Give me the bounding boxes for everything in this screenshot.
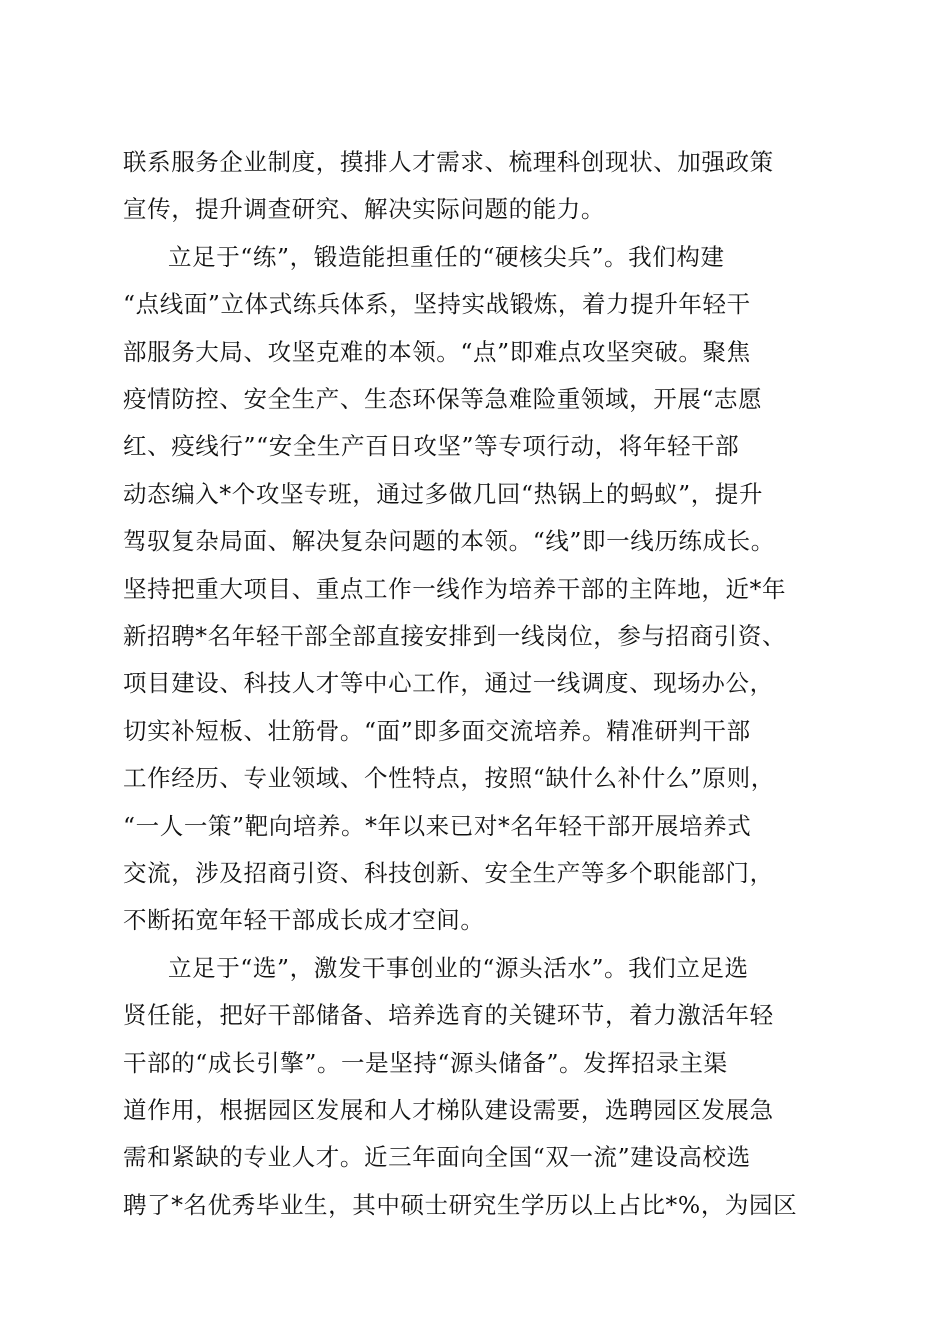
- text-line: 需和紧缺的专业人才。近三年面向全国“双一流”建设高校选: [123, 1143, 751, 1171]
- text-line: 贤任能，把好干部储备、培养选育的关键环节，着力激活年轻: [123, 1001, 774, 1029]
- text-line: 聘了*名优秀毕业生，其中硕士研究生学历以上占比*%，为园区: [123, 1191, 798, 1219]
- text-line: 干部的“成长引擎”。一是坚持“源头储备”。发挥招录主渠: [123, 1049, 728, 1077]
- text-line: 疫情防控、安全生产、生态环保等急难险重领域，开展“志愿: [123, 385, 763, 413]
- text-line: 红、疫线行”“安全生产百日攻坚”等专项行动，将年轻干部: [123, 432, 740, 460]
- text-line: 部服务大局、攻坚克难的本领。“点”即难点攻坚突破。聚焦: [123, 338, 751, 366]
- paragraph-start-line: 立足于“练”，锻造能担重任的“硬核尖兵”。我们构建: [168, 243, 725, 271]
- text-line: 不断拓宽年轻干部成长成才空间。: [123, 906, 485, 934]
- text-line: 宣传，提升调查研究、解决实际问题的能力。: [123, 195, 605, 223]
- text-line: 动态编入*个攻坚专班，通过多做几回“热锅上的蚂蚁”，提升: [123, 480, 764, 508]
- text-line: 联系服务企业制度，摸排人才需求、梳理科创现状、加强政策: [123, 148, 774, 176]
- text-line: 工作经历、专业领域、个性特点，按照“缺什么补什么”原则，: [123, 764, 775, 792]
- text-line: 切实补短板、壮筋骨。“面”即多面交流培养。精准研判干部: [123, 717, 751, 745]
- text-line: 交流，涉及招商引资、科技创新、安全生产等多个职能部门，: [123, 859, 774, 887]
- text-line: “点线面”立体式练兵体系，坚持实战锻炼，着力提升年轻干: [123, 290, 751, 318]
- text-line: 驾驭复杂局面、解决复杂问题的本领。“线”即一线历练成长。: [123, 527, 775, 555]
- text-line: 项目建设、科技人才等中心工作，通过一线调度、现场办公，: [123, 669, 774, 697]
- paragraph-start-line: 立足于“选”，激发干事创业的“源头活水”。我们立足选: [168, 954, 749, 982]
- text-line: 新招聘*名年轻干部全部直接安排到一线岗位，参与招商引资、: [123, 622, 787, 650]
- text-line: “一人一策”靶向培养。*年以来已对*名年轻干部开展培养式: [123, 812, 752, 840]
- text-line: 道作用，根据园区发展和人才梯队建设需要，选聘园区发展急: [123, 1096, 774, 1124]
- text-line: 坚持把重大项目、重点工作一线作为培养干部的主阵地，近*年: [123, 575, 787, 603]
